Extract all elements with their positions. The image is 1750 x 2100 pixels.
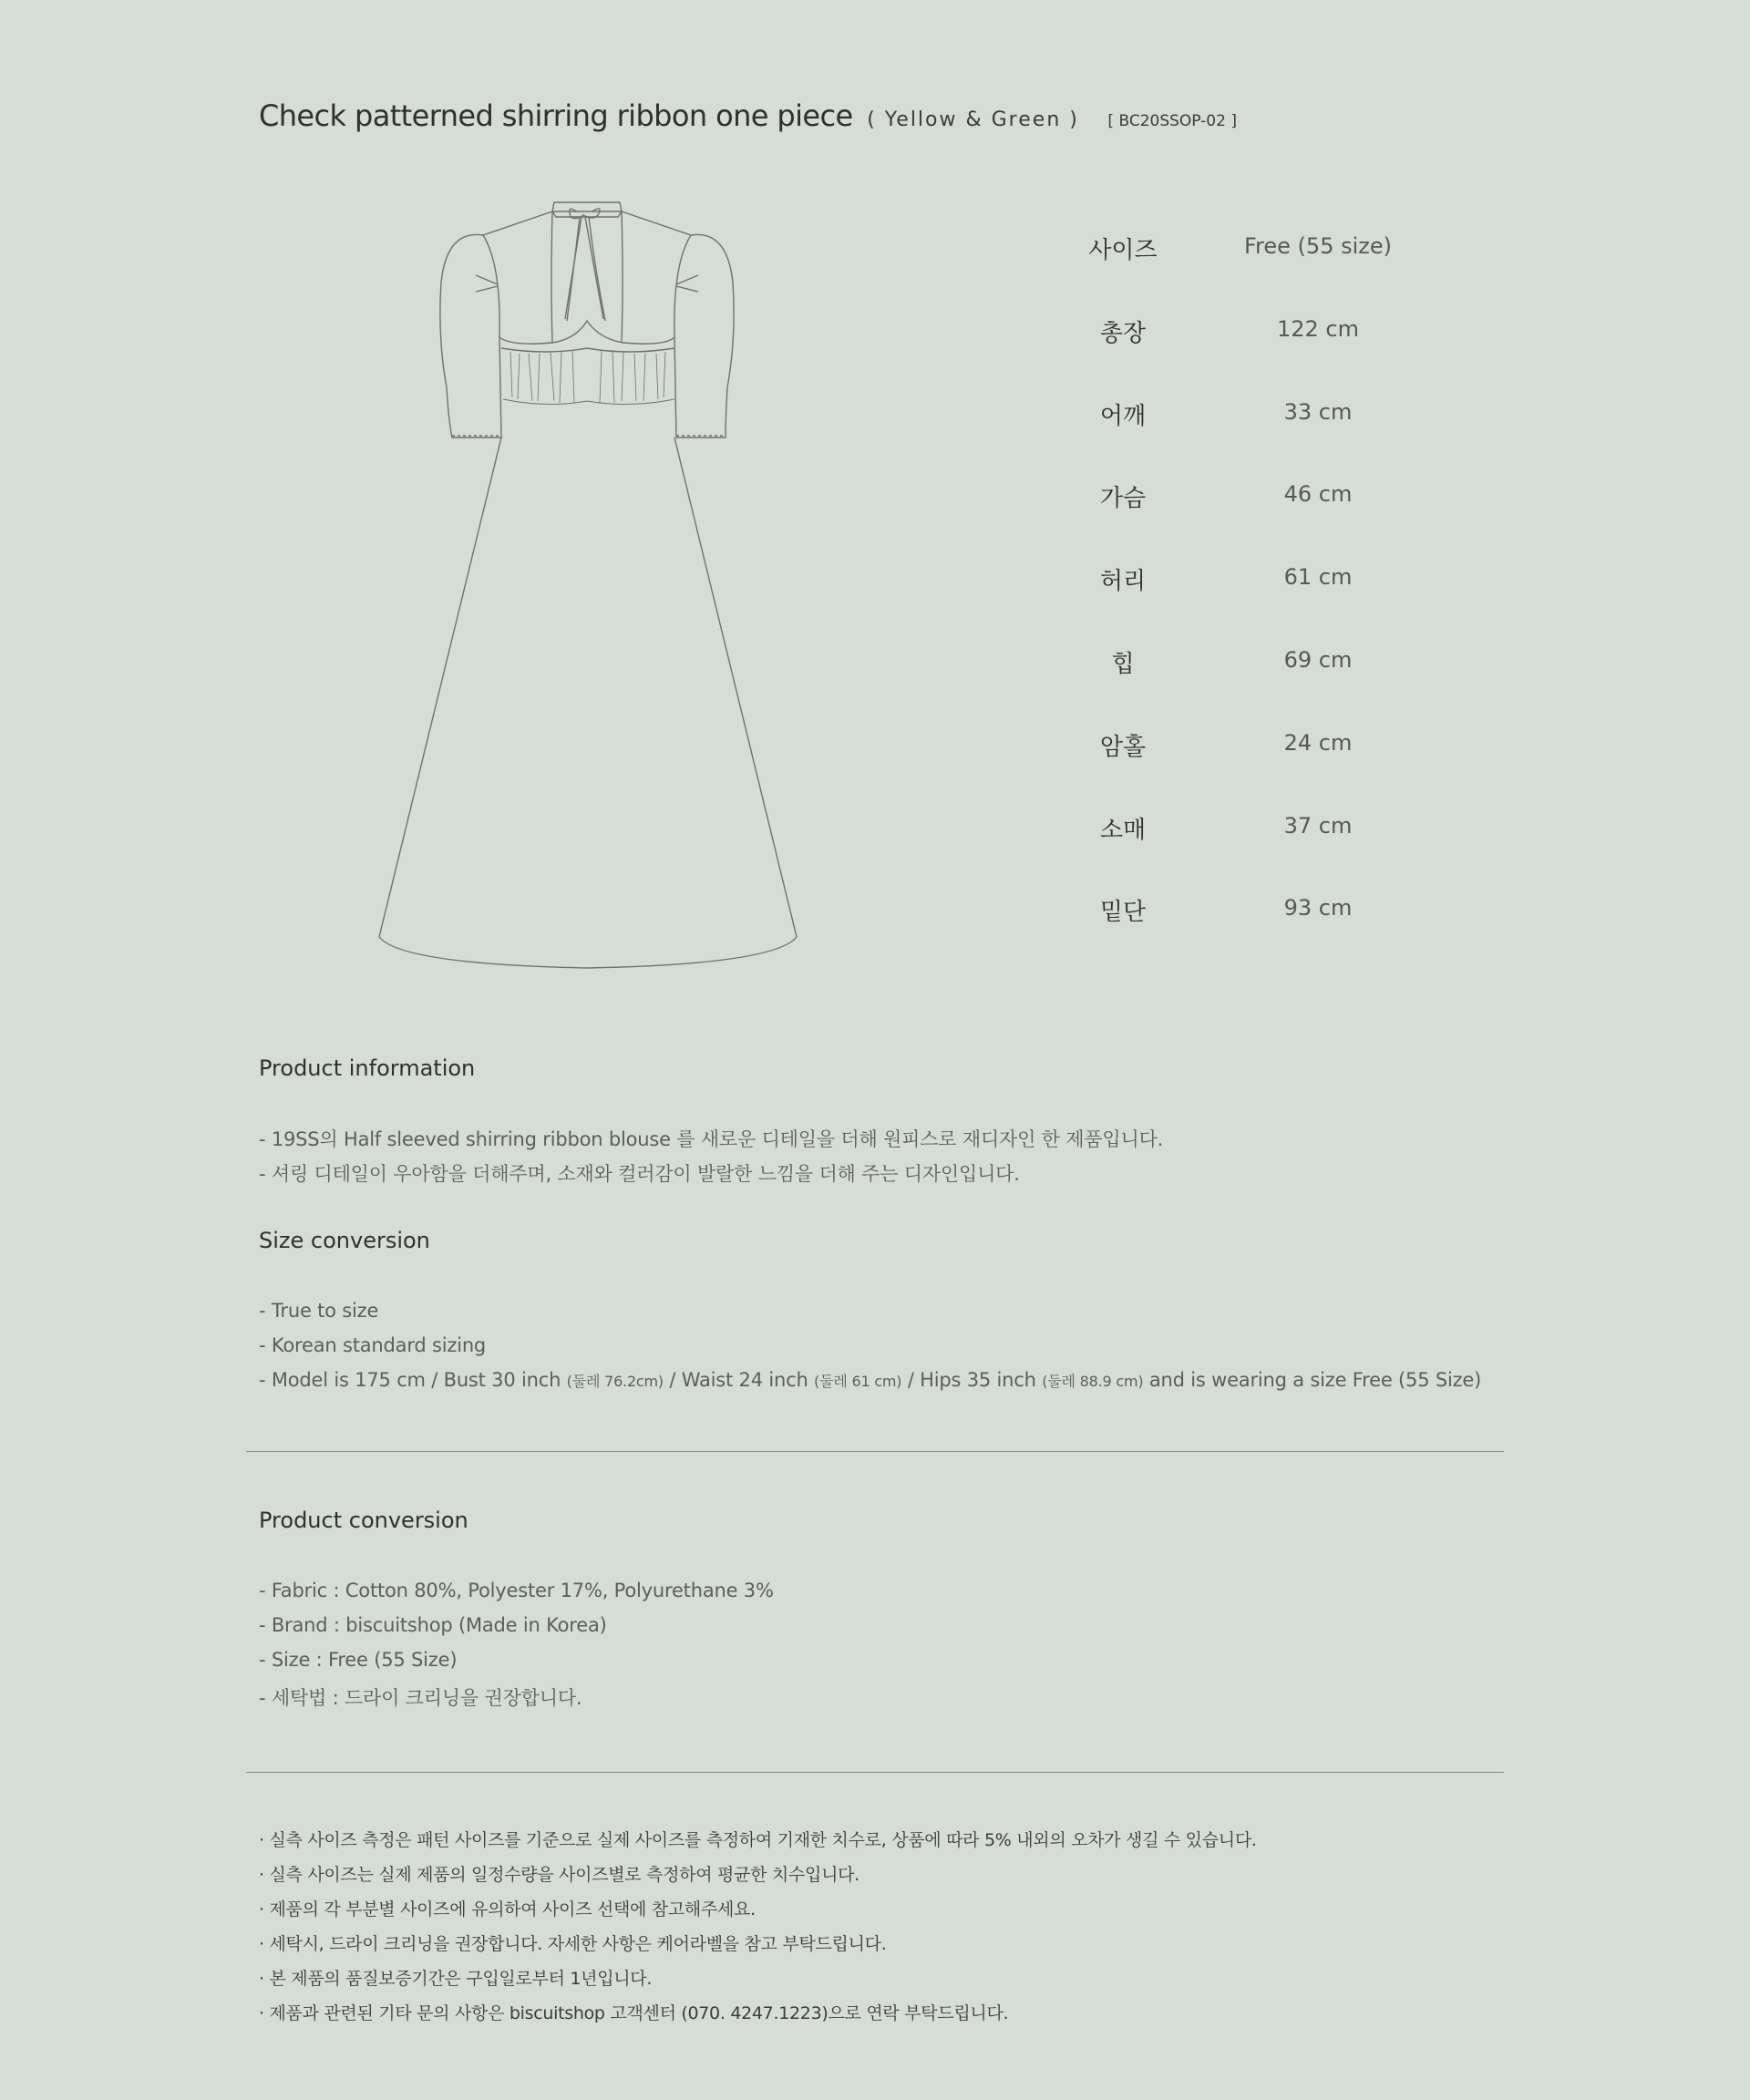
product-information-line: - 19SS의 Half sleeved shirring ribbon blouse 를 새로운 디테일을 더해 원피스로 재디자인 한 제품입니다. — [259, 1128, 1164, 1150]
model-text: / Hips 35 inch — [901, 1369, 1043, 1391]
size-value: 46 cm — [1283, 481, 1353, 508]
size-row — [1030, 725, 1395, 808]
size-row — [1030, 642, 1395, 725]
size-table — [1030, 228, 1395, 973]
yoke-left — [551, 211, 552, 343]
size-label: 힙 — [1111, 650, 1135, 678]
notice-item: · 본 제품의 품질보증기간은 구입일로부터 1년입니다. — [259, 1969, 653, 1989]
size-row — [1030, 559, 1395, 642]
size-row — [1030, 311, 1395, 394]
waist-circumference: (둘레 61 cm) — [814, 1373, 902, 1390]
size-label: 암홀 — [1099, 733, 1147, 761]
bust-circumference: (둘레 76.2cm) — [566, 1373, 664, 1390]
skirt-right-edge — [674, 438, 797, 937]
size-label: 밑단 — [1099, 899, 1147, 927]
product-conversion-line: - Size : Free (55 Size) — [259, 1649, 458, 1671]
product-conversion-line: - Fabric : Cotton 80%, Polyester 17%, Polyurethane 3% — [259, 1580, 774, 1601]
size-row — [1030, 394, 1395, 477]
ribbon-tail-left-2 — [567, 217, 580, 321]
product-conversion-line: - Brand : biscuitshop (Made in Korea) — [259, 1614, 607, 1636]
model-text: / Waist 24 inch — [663, 1369, 815, 1391]
left-sleeve — [440, 234, 501, 438]
size-row — [1030, 228, 1395, 311]
shirring-bottom — [503, 399, 674, 405]
left-sleeve-pleat — [476, 275, 498, 292]
size-conversion-line: - Korean standard sizing — [259, 1334, 487, 1356]
notice-item: · 세탁시, 드라이 크리닝을 권장합니다. 자세한 사항은 케어라벨을 참고 부탁드립니다. — [259, 1934, 887, 1954]
size-value: 61 cm — [1283, 564, 1353, 591]
size-value: Free (55 size) — [1244, 233, 1392, 259]
skirt-left-edge — [379, 438, 501, 937]
right-sleeve-pleat — [676, 275, 698, 292]
size-conversion-line: - True to size — [259, 1300, 379, 1322]
dress-sketch-icon — [365, 191, 820, 993]
model-measurements — [259, 1369, 1481, 1391]
shirring-gathers — [510, 350, 665, 403]
model-text: and is wearing a size Free (55 Size) — [1143, 1369, 1482, 1391]
ribbon-tail-right-2 — [589, 217, 605, 321]
hips-circumference: (둘레 88.9 cm) — [1042, 1373, 1144, 1390]
size-value: 93 cm — [1283, 895, 1353, 921]
product-code: [ BC20SSOP-02 ] — [1107, 112, 1237, 130]
size-row — [1030, 808, 1395, 890]
notice-item: · 제품과 관련된 기타 문의 사항은 biscuitshop 고객센터 (070. 4247.1223)으로 연락 부탁드립니다. — [259, 2003, 1009, 2023]
right-sleeve — [674, 234, 734, 438]
product-information-heading: Product information — [259, 1055, 476, 1081]
product-conversion-line: - 세탁법 : 드라이 크리닝을 권장합니다. — [259, 1687, 582, 1709]
section-divider — [246, 1451, 1504, 1452]
product-color: ( Yellow & Green ) — [867, 108, 1079, 131]
size-label: 허리 — [1099, 568, 1147, 596]
notice-item: · 제품의 각 부분별 사이즈에 유의하여 사이즈 선택에 참고해주세요. — [259, 1899, 756, 1920]
product-name: Check patterned shirring ribbon one piece — [259, 98, 853, 133]
left-shoulder — [483, 211, 552, 235]
size-value: 37 cm — [1283, 812, 1353, 839]
product-conversion-heading: Product conversion — [259, 1508, 468, 1533]
size-value: 24 cm — [1283, 729, 1353, 756]
right-shoulder — [622, 211, 691, 235]
size-label: 사이즈 — [1088, 237, 1158, 264]
shirring-top — [501, 348, 674, 352]
size-label: 소매 — [1099, 816, 1147, 844]
size-value: 122 cm — [1276, 315, 1359, 342]
size-conversion-heading: Size conversion — [259, 1228, 430, 1253]
size-value: 33 cm — [1283, 398, 1353, 425]
skirt-hem — [379, 937, 797, 968]
product-title — [259, 98, 1237, 133]
size-label: 어깨 — [1099, 402, 1147, 430]
collar-base-shape — [552, 211, 622, 217]
notice-item: · 실측 사이즈 측정은 패턴 사이즈를 기준으로 실제 사이즈를 측정하여 기재한 치수로, 상품에 따라 5% 내외의 오차가 생길 수 있습니다. — [259, 1830, 1257, 1850]
yoke-right — [622, 211, 623, 343]
collar-shape — [552, 202, 622, 211]
bodice-neckline — [499, 321, 674, 344]
size-label: 총장 — [1099, 319, 1147, 347]
size-row — [1030, 890, 1395, 973]
size-value: 69 cm — [1283, 646, 1353, 673]
size-label: 가슴 — [1099, 485, 1147, 513]
model-text: - Model is 175 cm / Bust 30 inch — [259, 1369, 567, 1391]
ribbon-tail-right — [585, 217, 603, 319]
section-divider — [246, 1772, 1504, 1773]
notice-item: · 실측 사이즈는 실제 제품의 일정수량을 사이즈별로 측정하여 평균한 치수입니다. — [259, 1865, 860, 1885]
product-information-line: - 셔링 디테일이 우아함을 더해주며, 소재와 컬러감이 발랄한 느낌을 더해 주는 디자인입니다. — [259, 1163, 1020, 1185]
size-row — [1030, 476, 1395, 559]
